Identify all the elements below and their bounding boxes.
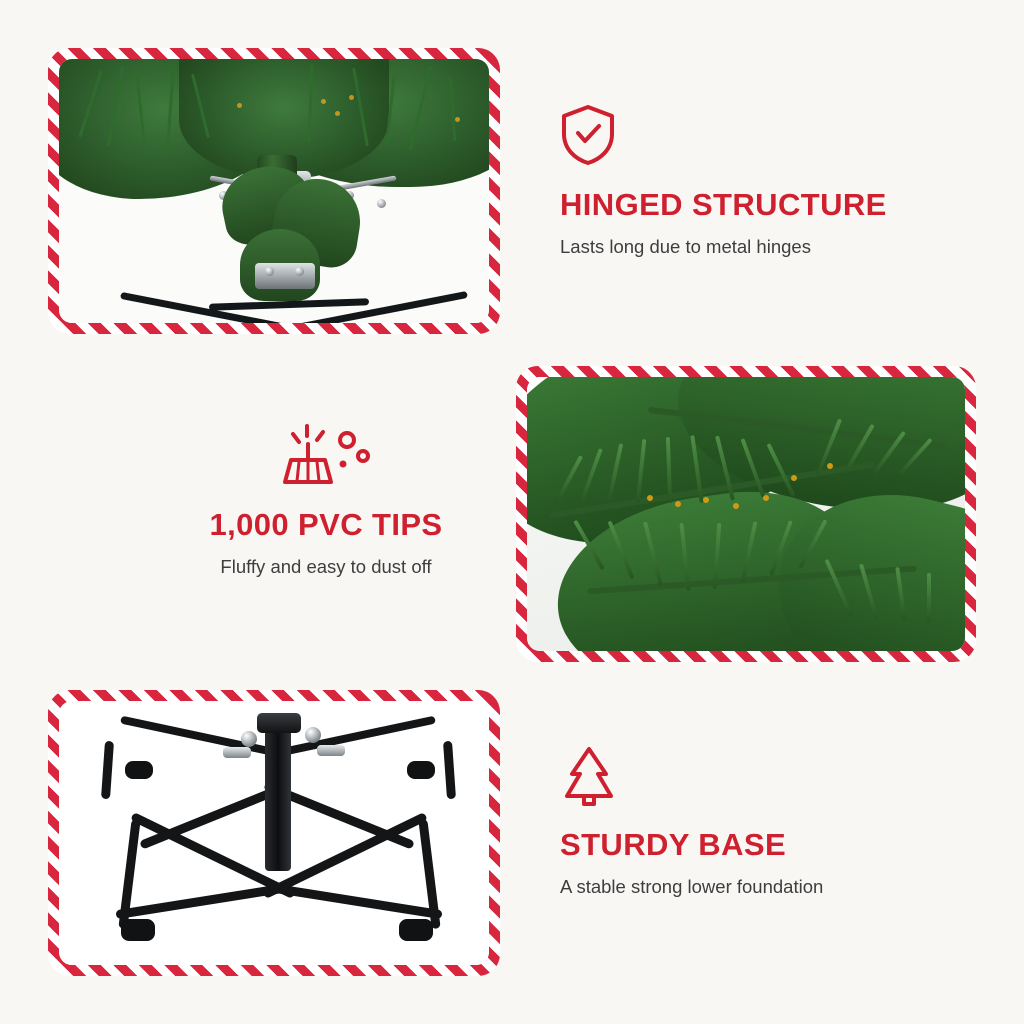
feature-title: HINGED STRUCTURE <box>560 187 887 222</box>
feature-sturdy-base <box>560 744 960 898</box>
photo-sturdy-base-image <box>59 701 489 965</box>
photo-hinged-structure-image <box>59 59 489 323</box>
feature-subtitle: A stable strong lower foundation <box>560 876 824 898</box>
feature-subtitle: Lasts long due to metal hinges <box>560 236 811 258</box>
feature-title: 1,000 PVC TIPS <box>209 507 443 542</box>
shield-check-icon <box>560 104 960 166</box>
photo-sturdy-base <box>48 690 500 976</box>
feature-hinged-structure <box>560 104 960 258</box>
photo-pvc-tips <box>516 366 976 662</box>
christmas-tree-icon <box>560 744 960 806</box>
tree-stand-illustration <box>59 701 489 965</box>
photo-pvc-tips-image <box>527 377 965 651</box>
branch-tips-closeup-illustration <box>527 377 965 651</box>
feature-pvc-tips <box>176 420 476 578</box>
feature-subtitle: Fluffy and easy to dust off <box>220 556 432 578</box>
photo-hinged-structure <box>48 48 500 334</box>
feature-title: STURDY BASE <box>560 827 787 862</box>
tree-hinge-closeup-illustration <box>59 59 489 323</box>
broom-sparkle-icon <box>176 420 476 486</box>
